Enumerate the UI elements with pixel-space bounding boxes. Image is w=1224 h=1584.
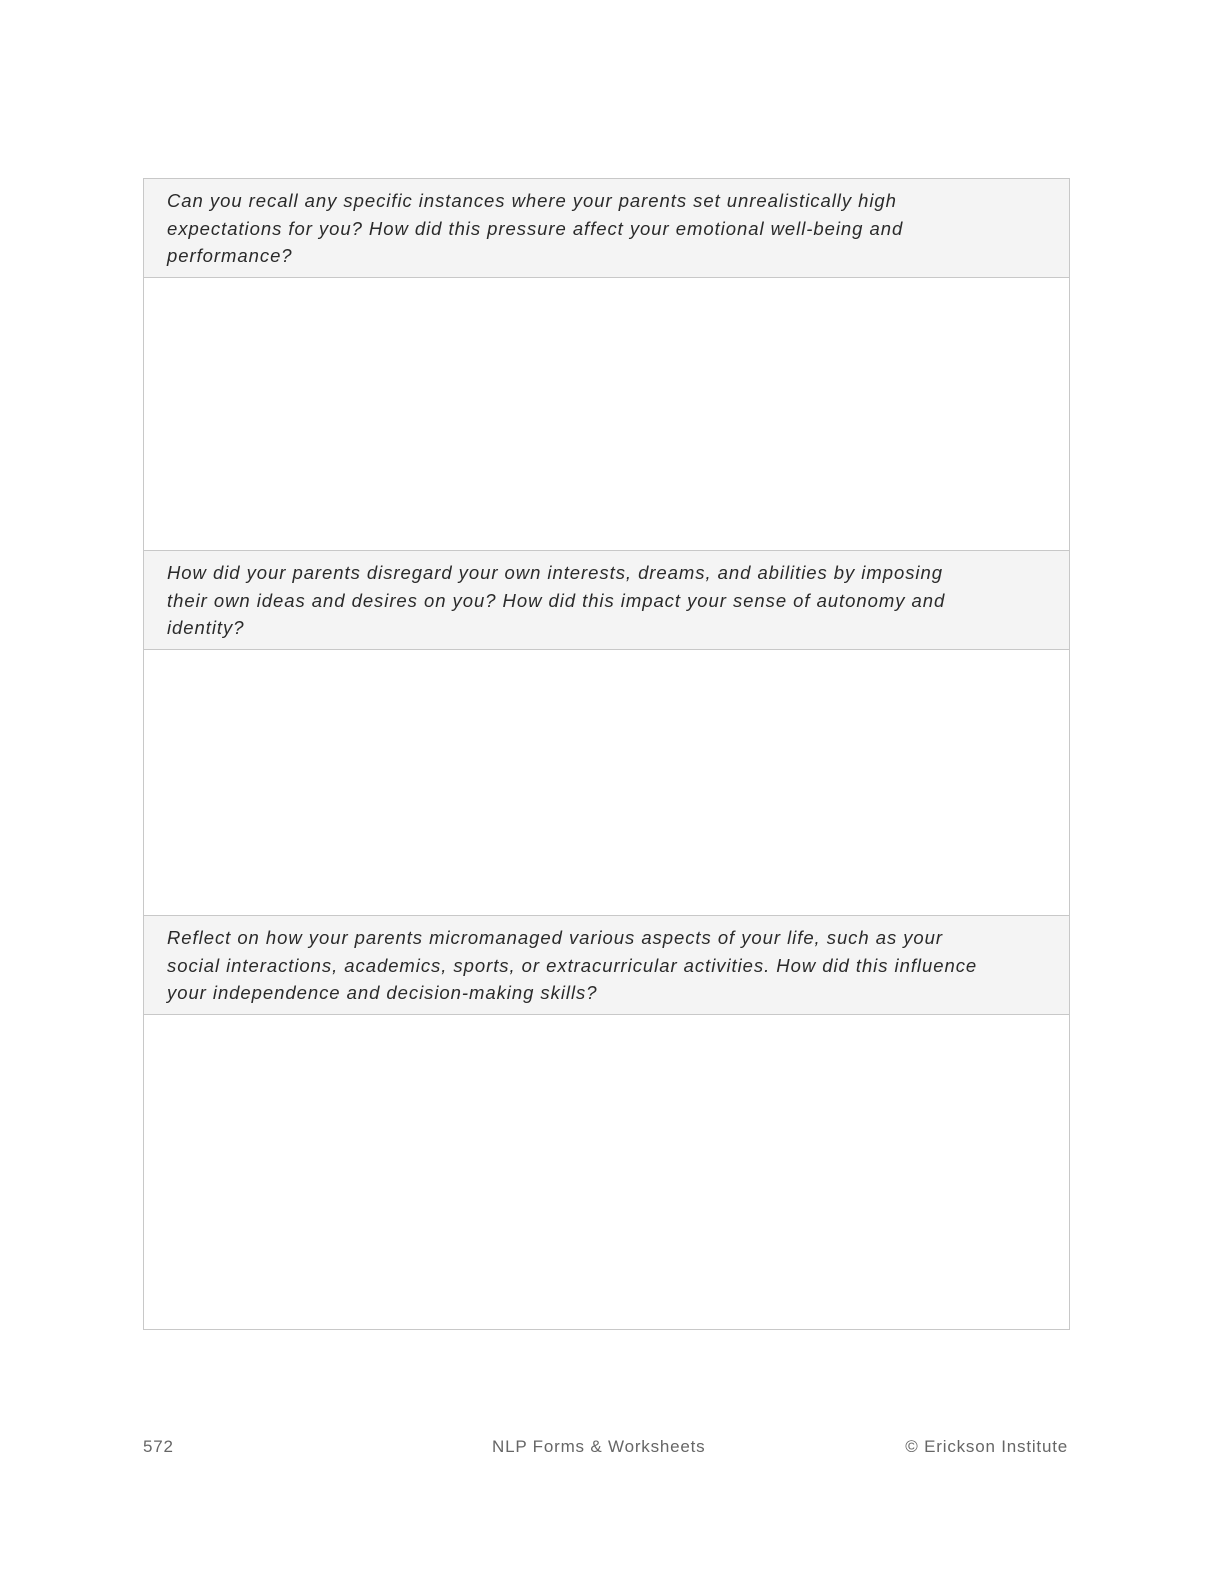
question-line: your independence and decision-making skills? — [167, 982, 598, 1003]
question-line: Can you recall any specific instances where your parents set unrealistically high — [167, 190, 897, 211]
footer-copyright: © Erickson Institute — [905, 1437, 1068, 1456]
question-line: performance? — [167, 245, 293, 266]
question-3 — [144, 916, 1069, 1015]
question-line: Reflect on how your parents micromanaged various aspects of your life, such as your — [167, 927, 944, 948]
question-line: How did your parents disregard your own interests, dreams, and abilities by imposing — [167, 562, 943, 583]
footer-title: NLP Forms & Worksheets — [492, 1437, 706, 1456]
question-1 — [144, 179, 1069, 278]
question-line: social interactions, academics, sports, or extracurricular activities. How did this influence — [167, 954, 978, 976]
page-number: 572 — [143, 1437, 174, 1456]
question-line: expectations for you? How did this pressure affect your emotional well-being and — [167, 217, 904, 239]
answer-area-3[interactable] — [144, 1015, 1069, 1329]
question-2 — [144, 551, 1069, 650]
worksheet-table — [143, 178, 1070, 1330]
answer-area-1[interactable] — [144, 278, 1069, 551]
question-line: their own ideas and desires on you? How did this impact your sense of autonomy and — [167, 589, 946, 611]
answer-area-2[interactable] — [144, 650, 1069, 916]
question-line: identity? — [167, 617, 245, 638]
